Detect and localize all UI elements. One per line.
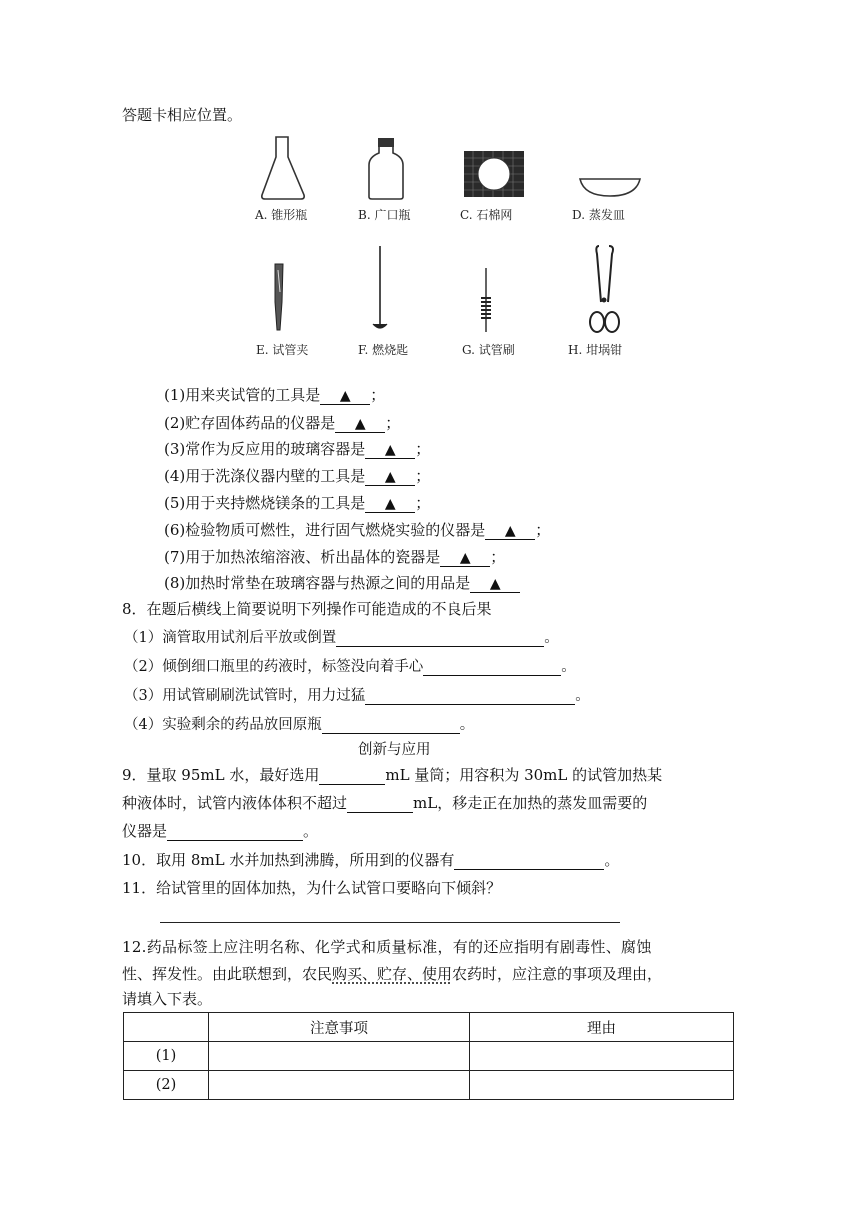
q7-item-1: (1)用来夹试管的工具是 ▲ ； [164, 386, 386, 404]
label-d: D. 蒸发皿 [572, 208, 625, 222]
crucible-tongs-icon [585, 242, 625, 336]
q7-item-2: (2)贮存固体药品的仪器是 ▲ ； [164, 414, 401, 432]
label-e: E. 试管夹 [256, 343, 309, 357]
answer-blank[interactable] [336, 630, 544, 647]
answer-blank[interactable]: ▲ [335, 414, 385, 433]
answer-blank[interactable] [322, 717, 460, 734]
test-tube-holder-icon [268, 262, 288, 332]
q12-line-3: 请填入下表。 [122, 990, 213, 1008]
q7-item-6: (6)检验物质可燃性，进行固气燃烧实验的仪器是 ▲ ； [164, 521, 551, 539]
label-h: H. 坩埚钳 [568, 343, 623, 357]
wide-mouth-bottle-icon [366, 137, 406, 201]
q7-item-4: (4)用于洗涤仪器内壁的工具是 ▲ ； [164, 467, 431, 485]
q7-item-5: (5)用于夹持燃烧镁条的工具是 ▲ ； [164, 494, 431, 512]
q9-line-2: 种液体时，试管内液体体积不超过 mL，移走正在加热的蒸发皿需要的 [122, 794, 648, 812]
table-row [124, 1042, 734, 1071]
row-label: (1) [124, 1042, 209, 1071]
label-f: F. 燃烧匙 [358, 343, 409, 357]
q9-line-1: 9．量取 95mL 水，最好选用 mL 量筒；用容积为 30mL 的试管加热某 [122, 766, 663, 784]
asbestos-gauze-icon [463, 150, 525, 198]
q8-item-3: （3）用试管刷刷洗试管时，用力过猛 。 [124, 688, 590, 704]
intro-text: 答题卡相应位置。 [122, 106, 243, 124]
test-tube-brush-icon [478, 266, 494, 334]
q7-item-3: (3)常作为反应用的玻璃容器是 ▲ ； [164, 440, 431, 458]
table-header-cell: 注意事项 [209, 1013, 470, 1042]
label-c: C. 石棉网 [460, 208, 513, 222]
label-a: A. 锥形瓶 [255, 208, 308, 222]
answer-blank[interactable] [365, 688, 575, 705]
q8-item-1: （1）滴管取用试剂后平放或倒置 。 [124, 630, 559, 646]
combustion-spoon-icon [370, 244, 390, 334]
label-b: B. 广口瓶 [358, 208, 411, 222]
table-cell[interactable] [470, 1071, 734, 1100]
table-cell[interactable] [209, 1071, 470, 1100]
answer-blank[interactable]: ▲ [485, 521, 535, 540]
table-header-cell [124, 1013, 209, 1042]
answer-table [123, 1012, 734, 1100]
q9-line-3: 仪器是 。 [122, 822, 319, 840]
answer-blank[interactable]: ▲ [365, 494, 415, 513]
answer-blank[interactable]: ▲ [320, 386, 370, 405]
answer-blank[interactable] [347, 794, 413, 813]
q8-title: 8．在题后横线上简要说明下列操作可能造成的不良后果 [122, 600, 492, 618]
answer-blank[interactable]: ▲ [440, 548, 490, 567]
conical-flask-icon [258, 135, 308, 201]
answer-blank[interactable] [454, 851, 604, 870]
evaporating-dish-icon [578, 176, 642, 198]
table-cell[interactable] [209, 1042, 470, 1071]
section-title: 创新与应用 [358, 742, 431, 758]
q10-line: 10．取用 8mL 水并加热到沸腾，所用到的仪器有 。 [122, 851, 620, 869]
q8-item-4: （4）实验剩余的药品放回原瓶 。 [124, 717, 475, 733]
q12-line-1: 12.药品标签上应注明名称、化学式和质量标准，有的还应指明有剧毒性、腐蚀 [122, 938, 652, 956]
q11-line: 11．给试管里的固体加热，为什么试管口要略向下倾斜？ [122, 879, 502, 897]
table-cell[interactable] [470, 1042, 734, 1071]
q8-item-2: （2）倾倒细口瓶里的药液时，标签没向着手心 。 [124, 659, 576, 675]
emphasis-text: 购买、贮存、使用 [332, 965, 453, 983]
answer-blank[interactable] [167, 822, 303, 841]
answer-blank[interactable] [319, 766, 385, 785]
answer-blank[interactable]: ▲ [470, 574, 520, 593]
q7-item-8: (8)加热时常垫在玻璃容器与热源之间的用品是 ▲ [164, 572, 520, 593]
label-g: G. 试管刷 [462, 343, 515, 357]
q7-item-7: (7)用于加热浓缩溶液、析出晶体的瓷器是 ▲ ； [164, 548, 506, 566]
answer-blank[interactable]: ▲ [365, 467, 415, 486]
table-header-row [124, 1013, 734, 1042]
q12-line-2: 性、挥发性。由此联想到，农民购买、贮存、使用农药时，应注意的事项及理由， [122, 965, 663, 983]
table-header-cell: 理由 [470, 1013, 734, 1042]
row-label: (2) [124, 1071, 209, 1100]
answer-blank[interactable] [423, 659, 561, 676]
answer-blank[interactable]: ▲ [365, 440, 415, 459]
q11-answer-line[interactable] [160, 922, 620, 923]
table-row [124, 1071, 734, 1100]
